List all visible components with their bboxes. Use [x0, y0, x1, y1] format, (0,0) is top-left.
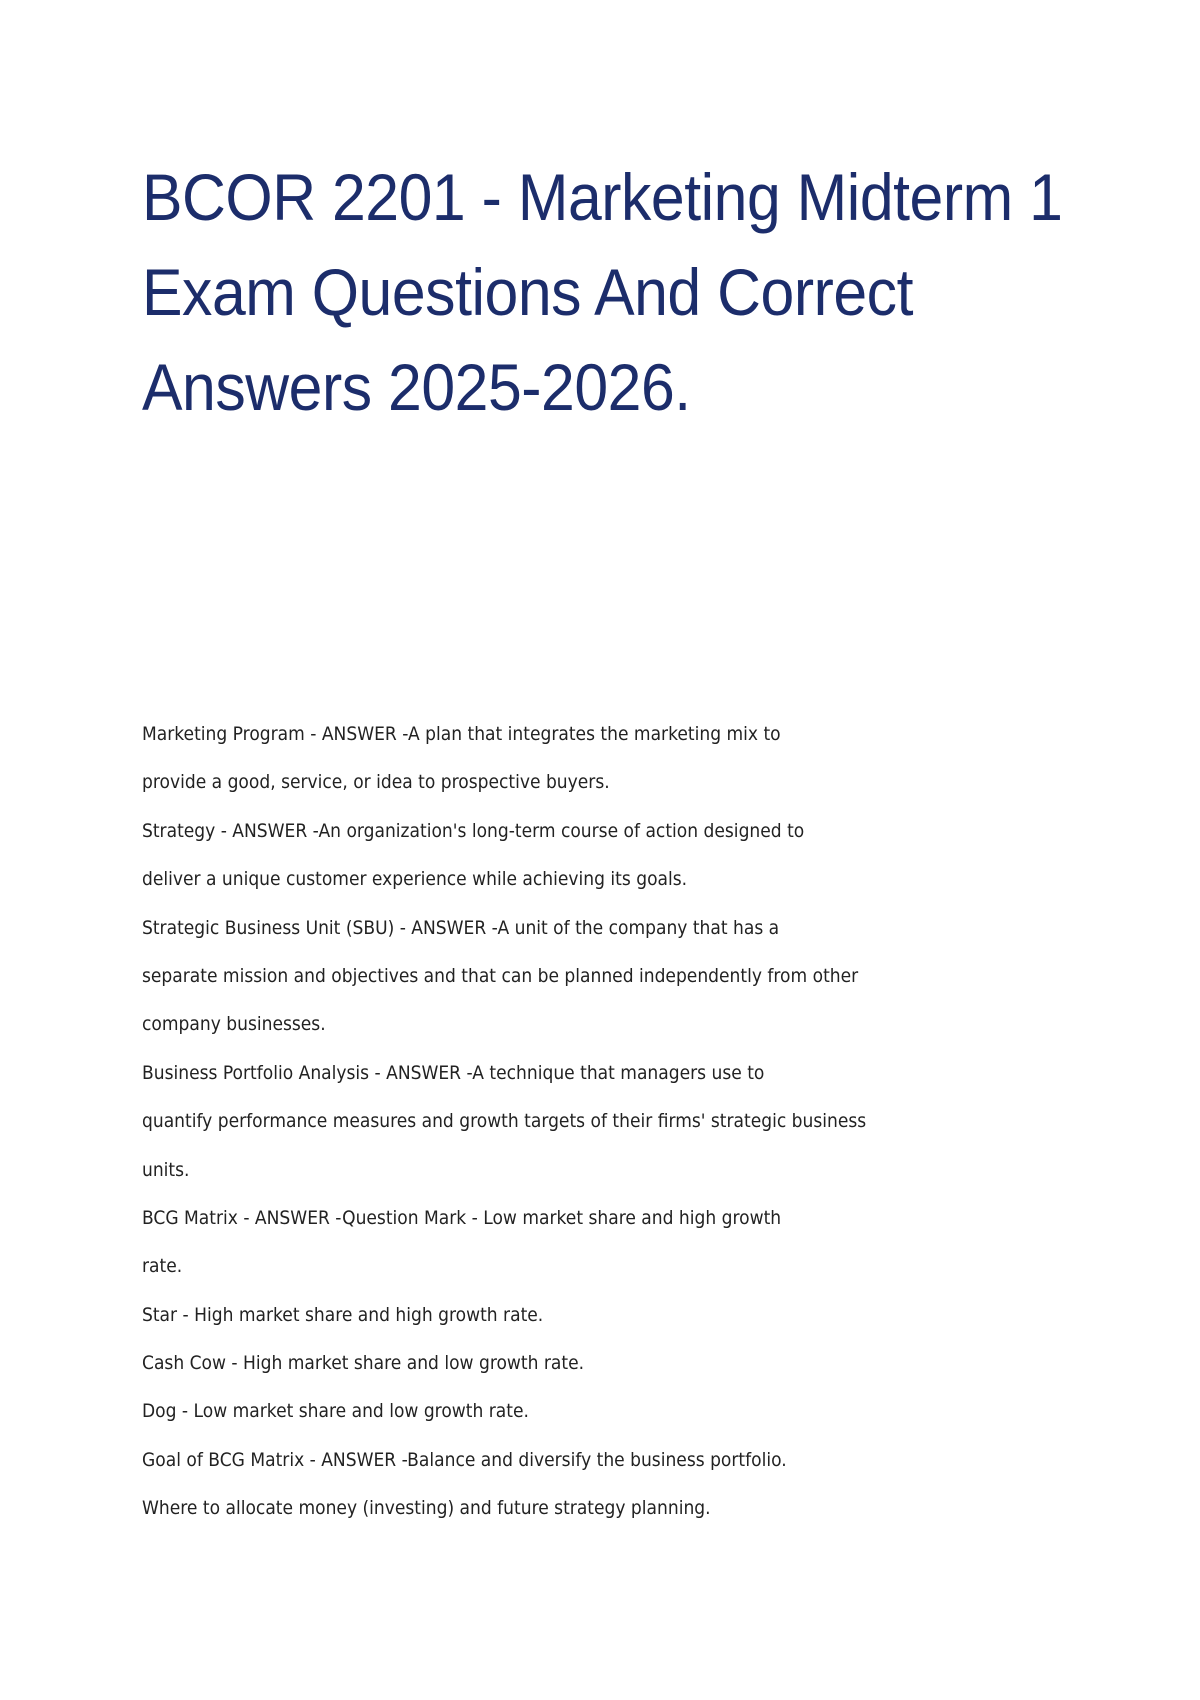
text-line: Star - High market share and high growth rate. [142, 1303, 544, 1326]
text-line: quantify performance measures and growth targets of their firms' strategic business [142, 1110, 867, 1133]
title-line: BCOR 2201 - Marketing Midterm 1 [142, 160, 1063, 234]
text-line: deliver a unique customer experience while achieving its goals. [142, 868, 688, 891]
text-line: Goal of BCG Matrix - ANSWER -Balance and diversify the business portfolio. [142, 1448, 787, 1471]
text-line: BCG Matrix - ANSWER -Question Mark - Low market share and high growth [142, 1206, 782, 1229]
text-line: Strategy - ANSWER -An organization's long-term course of action designed to [142, 819, 805, 842]
text-line: units. [142, 1158, 190, 1181]
text-line: separate mission and objectives and that can be planned independently from other [142, 964, 859, 987]
text-line: Marketing Program - ANSWER -A plan that integrates the marketing mix to [142, 723, 781, 745]
text-line: Dog - Low market share and low growth rate. [142, 1400, 529, 1423]
text-line: provide a good, service, or idea to prospective buyers. [142, 771, 610, 794]
text-line: company businesses. [142, 1013, 326, 1036]
text-line: Where to allocate money (investing) and future strategy planning. [142, 1497, 711, 1520]
document-title [142, 150, 1063, 435]
title-line: Exam Questions And Correct [142, 255, 914, 329]
title-line: Answers 2025-2026. [142, 350, 691, 424]
text-line: rate. [142, 1255, 183, 1278]
answer-list [142, 716, 1042, 1539]
text-line: Strategic Business Unit (SBU) - ANSWER -A unit of the company that has a [142, 916, 780, 939]
text-line: Cash Cow - High market share and low growth rate. [142, 1352, 585, 1375]
text-line: Business Portfolio Analysis - ANSWER -A technique that managers use to [142, 1061, 765, 1084]
